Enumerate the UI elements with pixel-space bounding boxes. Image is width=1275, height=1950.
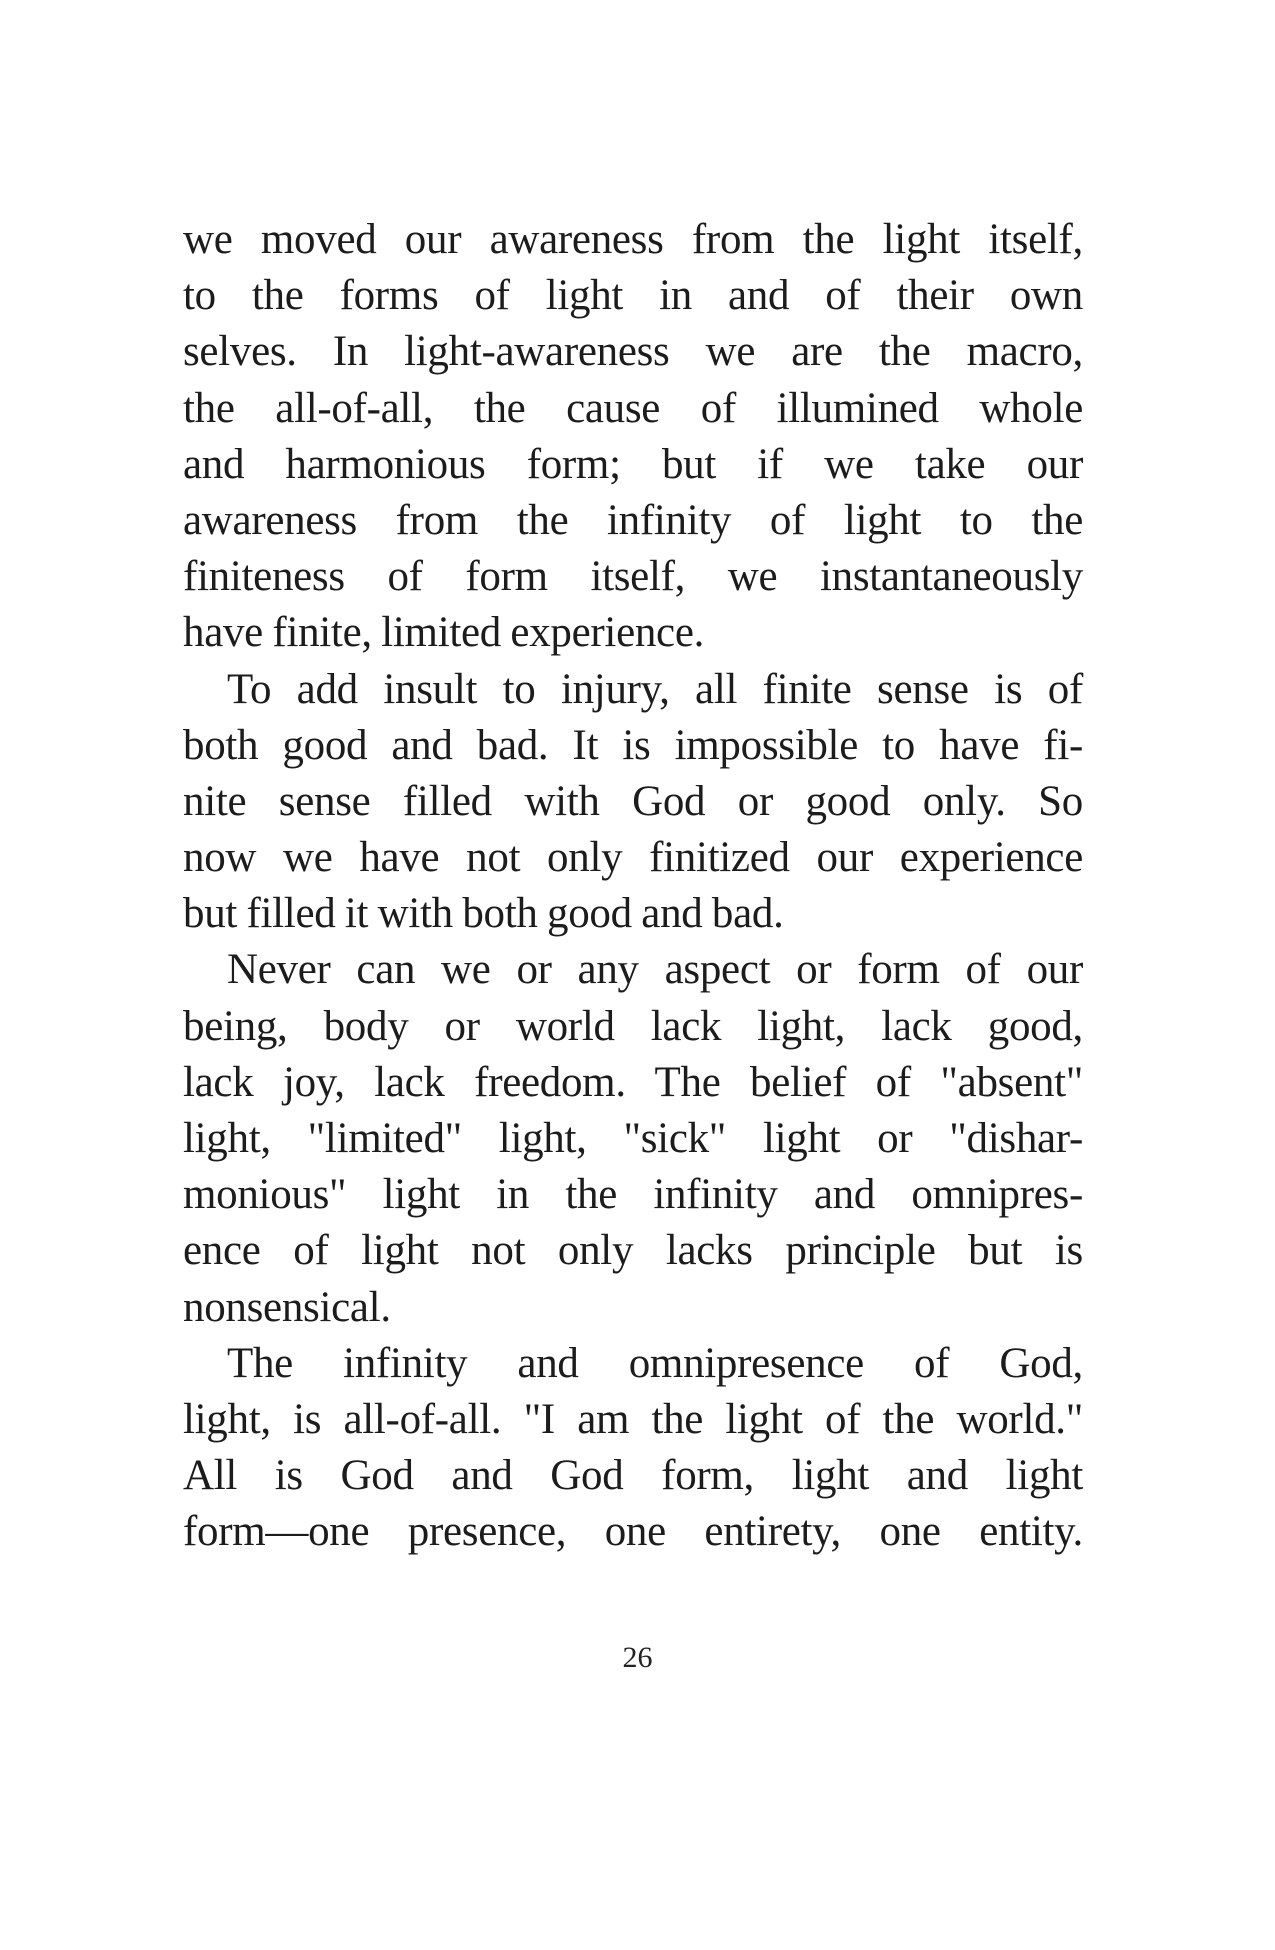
text-line: we moved our awareness from the light itself, bbox=[183, 216, 1083, 263]
text-line: now we have not only finitized our experience bbox=[183, 834, 1083, 882]
text-line: form—one presence, one entirety, one entity. bbox=[183, 1508, 1083, 1556]
text-line: nonsensical. bbox=[183, 1283, 391, 1331]
text-line: To add insult to injury, all finite sense is of bbox=[227, 665, 1083, 713]
text-line: have finite, limited experience. bbox=[183, 609, 705, 657]
text-line: monious" light in the infinity and omnipres- bbox=[183, 1171, 1083, 1219]
text-line: and harmonious form; but if we take our bbox=[183, 440, 1083, 488]
text-line: light, "limited" light, "sick" light or "dishar- bbox=[183, 1115, 1083, 1162]
text-line: finiteness of form itself, we instantaneously bbox=[183, 553, 1083, 601]
text-line: nite sense filled with God or good only. So bbox=[183, 777, 1083, 825]
text-line: but filled it with both good and bad. bbox=[183, 890, 784, 938]
paragraph-4 bbox=[183, 1336, 1083, 1561]
paragraph-1 bbox=[183, 212, 1083, 662]
text-line: the all-of-all, the cause of illumined whole bbox=[183, 384, 1083, 432]
text-line: awareness from the infinity of light to the bbox=[183, 496, 1083, 544]
body-text bbox=[183, 212, 1083, 1561]
text-line: being, body or world lack light, lack good, bbox=[183, 1002, 1083, 1050]
page-number: 26 bbox=[622, 1641, 653, 1674]
paragraph-3 bbox=[183, 942, 1083, 1335]
text-line: The infinity and omnipresence of God, bbox=[227, 1339, 1083, 1387]
text-line: ence of light not only lacks principle but is bbox=[183, 1227, 1083, 1275]
text-line: selves. In light-awareness we are the macro, bbox=[183, 328, 1083, 376]
paragraph-2 bbox=[183, 662, 1083, 943]
text-line: Never can we or any aspect or form of our bbox=[227, 946, 1083, 994]
text-line: All is God and God form, light and light bbox=[183, 1452, 1083, 1500]
text-line: lack joy, lack freedom. The belief of "absent" bbox=[183, 1058, 1083, 1106]
text-line: both good and bad. It is impossible to have fi- bbox=[183, 721, 1083, 769]
text-line: to the forms of light in and of their own bbox=[183, 272, 1083, 320]
text-line: light, is all-of-all. "I am the light of the world." bbox=[183, 1395, 1083, 1443]
